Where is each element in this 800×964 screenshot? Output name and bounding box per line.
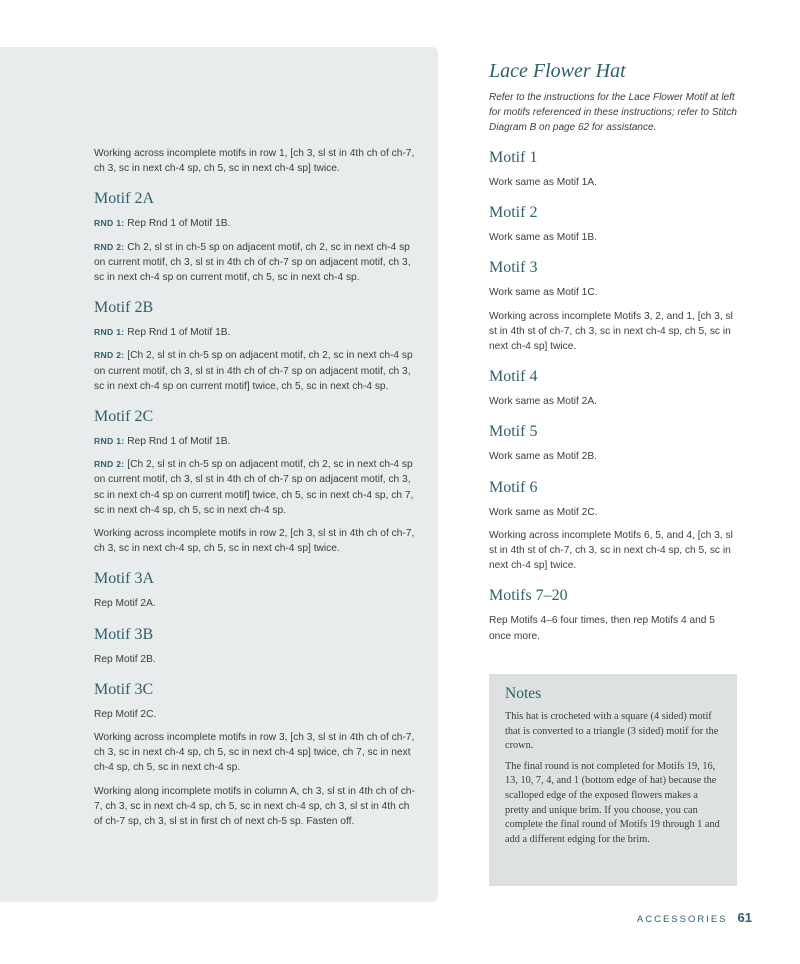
section-label: ACCESSORIES <box>636 914 728 925</box>
motif-2c-rnd2 <box>94 457 419 518</box>
rnd-text: Ch 2, sl st in ch-5 sp on adjacent motif, ch 2, sc in next ch-4 sp on current motif, ch 3, sl st in 4th ch of ch-7 sp on adjacent motif, ch 3, sc in next ch-4 sp on current motif, ch 5, sc in next ch-4 sp. <box>94 241 411 284</box>
motif-2b-rnd2 <box>94 348 419 394</box>
motif-3c-p3: Working along incomplete motifs in column A, ch 3, sl st in 4th ch of ch-7, ch 3, sc in next ch-4 sp, ch 5, sc in next ch-4 sp, ch 3, sl st in 4th ch of ch-7 sp, ch 3, sl st in first ch of next ch-5 sp. Fasten off. <box>94 785 415 828</box>
hat-intro: Refer to the instructions for the Lace Flower Motif at left for motifs referenced in these instructions; refer to Stitch Diagram B on page 62 for assistance. <box>489 92 737 133</box>
motif-6-heading: Motif 6 <box>489 478 538 496</box>
notes-paragraph-1: This hat is crocheted with a square (4 sided) motif that is converted to a triangle (3 sided) motif for the crown. <box>505 711 719 752</box>
motif-2a-rnd1 <box>94 216 419 231</box>
motif-3-p2: Working across incomplete Motifs 3, 2, and 1, [ch 3, sl st in 4th st of ch-7, ch 3, sc in next ch-4 sp, ch 5, sc in next ch-4 sp] twice. <box>489 310 733 353</box>
motifs-7-20-heading: Motifs 7–20 <box>489 587 568 605</box>
motif-3c-p2: Working across incomplete motifs in row 3, [ch 3, sl st in 4th ch of ch-7, ch 3, sc in next ch-4 sp, ch 5, sc in next ch-4 sp] twice, ch 7, sc in next ch-4 sp, ch 5, sc in next ch-4 sp. <box>94 732 415 774</box>
page-title: Lace Flower Hat <box>489 60 626 82</box>
motif-3a-text: Rep Motif 2A. <box>94 598 156 610</box>
page-number: 61 <box>737 910 752 925</box>
motif-1-heading: Motif 1 <box>489 149 538 166</box>
rnd-text: Rep Rnd 1 of Motif 1B. <box>127 436 231 448</box>
motif-4-text: Work same as Motif 2A. <box>489 396 597 408</box>
motifs-7-20-text: Rep Motifs 4–6 four times, then rep Motifs 4 and 5 once more. <box>489 615 715 642</box>
rnd-text: [Ch 2, sl st in ch-5 sp on adjacent motif, ch 2, sc in next ch-4 sp on current motif, ch 3, sl st in 4th ch of ch-7 sp on adjacent motif, ch 3, sc in next ch-4 sp on current motif] twice, ch 5, sc in next ch-4 sp. <box>94 350 413 392</box>
motif-2b-heading: Motif 2B <box>94 299 154 317</box>
rnd-label: RND 1: <box>94 327 125 338</box>
page-footer <box>637 910 752 925</box>
motif-2c-after: Working across incomplete motifs in row 2, [ch 3, sl st in 4th ch of ch-7, ch 3, sc in next ch-4 sp, ch 5, sc in next ch-4 sp] twice. <box>94 528 415 555</box>
motif-2c-rnd1 <box>94 434 419 449</box>
notes-box <box>489 674 737 886</box>
motif-1-text: Work same as Motif 1A. <box>489 177 597 188</box>
motif-4-heading: Motif 4 <box>489 368 538 386</box>
rnd-label: RND 2: <box>94 459 125 470</box>
motif-3b-text: Rep Motif 2B. <box>94 653 156 665</box>
rnd-label: RND 2: <box>94 350 125 361</box>
motif-2c-heading: Motif 2C <box>94 408 154 426</box>
motif-2a-heading: Motif 2A <box>94 190 154 208</box>
motif-3-heading: Motif 3 <box>489 259 538 277</box>
notes-title: Notes <box>505 685 542 702</box>
rnd-label: RND 2: <box>94 241 125 252</box>
motif-3c-text: Rep Motif 2C. <box>94 708 157 720</box>
motif-5-text: Work same as Motif 2B. <box>489 451 597 463</box>
rnd-text: [Ch 2, sl st in ch-5 sp on adjacent motif, ch 2, sc in next ch-4 sp on current motif, ch 3, sl st in 4th ch of ch-7 sp on adjacent motif, ch 3, sc in next ch-4 sp on current motif] twice, ch 5, sc in next ch-4 sp, ch 7, sc in next ch-4 sp, ch 5, sc in next ch-4 sp. <box>94 459 414 516</box>
motif-2-text: Work same as Motif 1B. <box>489 232 597 244</box>
left-column <box>94 146 419 837</box>
motif-5-heading: Motif 5 <box>489 423 538 441</box>
rnd-label: RND 1: <box>94 218 125 229</box>
right-column <box>489 58 739 652</box>
rnd-text: Rep Rnd 1 of Motif 1B. <box>127 327 231 339</box>
motif-2b-rnd1 <box>94 325 419 340</box>
intro-paragraph: Working across incomplete motifs in row 1, [ch 3, sl st in 4th ch of ch-7, ch 3, sc in next ch-4 sp, ch 5, sc in next ch-4 sp] twice. <box>94 148 415 175</box>
rnd-text: Rep Rnd 1 of Motif 1B. <box>127 218 231 230</box>
notes-paragraph-2: The final round is not completed for Motifs 19, 16, 13, 10, 7, 4, and 1 (bottom edge of hat) because the scalloped edge of the exposed flowers makes a pretty and unique brim. If you choose, you can complete the final round of Motifs 19 through 1 and add a different edging for the brim. <box>505 760 720 845</box>
motif-2a-rnd2 <box>94 240 419 286</box>
motif-3b-heading: Motif 3B <box>94 625 154 643</box>
motif-3-text: Work same as Motif 1C. <box>489 287 598 299</box>
motif-3c-heading: Motif 3C <box>94 680 154 698</box>
motif-6-text: Work same as Motif 2C. <box>489 506 598 518</box>
motif-3a-heading: Motif 3A <box>94 570 154 588</box>
motif-2-heading: Motif 2 <box>489 204 538 222</box>
motif-6-p2: Working across incomplete Motifs 6, 5, and 4, [ch 3, sl st in 4th st of ch-7, ch 3, sc in next ch-4 sp, ch 5, sc in next ch-4 sp] twice. <box>489 529 733 572</box>
rnd-label: RND 1: <box>94 436 125 447</box>
